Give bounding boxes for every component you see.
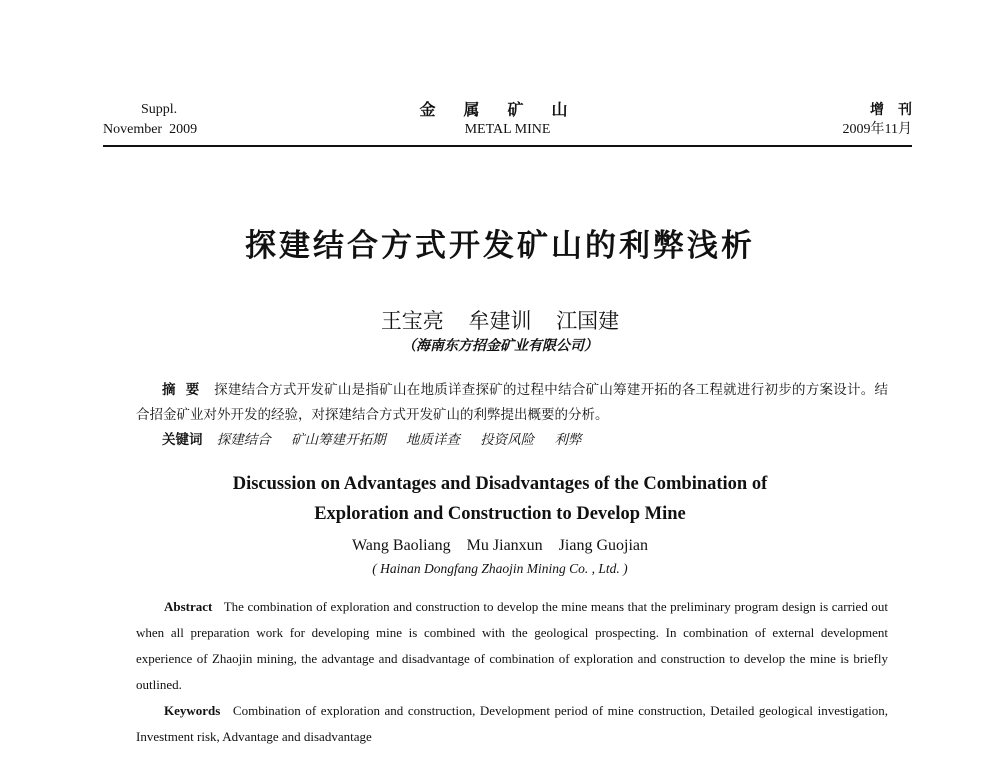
paper-title-en-line2: Exploration and Construction to Develop Mine	[314, 504, 686, 524]
keywords-en-text: Combination of exploration and construction, Development period of mine construction, Detailed geological investigation, Investment risk, Advantage and disadvantage	[136, 703, 889, 744]
header-suppl: Suppl.	[141, 102, 178, 117]
journal-name-en: METAL MINE	[464, 122, 551, 137]
paper-title-cn: 探建结合方式开发矿山的利弊浅析	[245, 228, 755, 264]
abstract-en	[136, 594, 888, 698]
abstract-cn-label: 摘要	[162, 382, 210, 398]
author-list-en	[0, 537, 1000, 555]
header-date-cn: 2009年11月	[842, 122, 912, 137]
header-right	[842, 100, 926, 140]
running-header	[103, 100, 926, 144]
author-name-en: Jiang Guojian	[558, 537, 648, 554]
keywords-cn	[162, 428, 597, 453]
author-name: 牟建训	[468, 309, 532, 333]
abstract-cn-text: 探建结合方式开发矿山是指矿山在地质详查探矿的过程中结合矿山筹建开拓的各工程就进行初步的方案设计。结合招金矿业对外开发的经验，对探建结合方式开发矿山的利弊提出概要的分析。	[136, 382, 889, 423]
header-date-en: November 2009	[103, 122, 198, 137]
author-name: 江国建	[556, 309, 620, 333]
header-center	[103, 100, 912, 140]
header-rule	[103, 145, 912, 147]
affiliation-cn: （海南东方招金矿业有限公司）	[402, 338, 598, 354]
keywords-en-label: Keywords	[164, 703, 221, 718]
author-name-en: Wang Baoliang	[351, 537, 451, 554]
author-name-en: Mu Jianxun	[466, 537, 543, 554]
abstract-en-text: The combination of exploration and construction to develop the mine means that the preliminary program design is carried out when all preparation work for developing mine is combined with the geological prospecting. In combination of external development experience of Zhaojin mining, the advantage and disadvantage of combination of exploration and construction to develop the mine is briefly outlined.	[136, 599, 889, 692]
keyword-cn: 探建结合	[216, 432, 271, 448]
abstract-en-label: Abstract	[164, 599, 213, 614]
abstract-cn	[136, 378, 888, 428]
keywords-en	[136, 698, 888, 750]
author-name: 王宝亮	[380, 309, 444, 333]
affiliation-en: ( Hainan Dongfang Zhaojin Mining Co. , Ltd. )	[372, 561, 628, 576]
paper-title-en-line1: Discussion on Advantages and Disadvantages of the Combination of	[232, 474, 768, 494]
keywords-cn-label: 关键词	[162, 432, 203, 448]
journal-name-cn: 金属矿山	[419, 100, 596, 119]
paper-title-en	[0, 469, 1000, 529]
keyword-cn: 投资风险	[480, 432, 535, 448]
header-supplement-cn: 增刊	[870, 102, 926, 118]
keyword-cn: 矿山筹建开拓期	[291, 432, 386, 448]
keyword-cn: 地质详查	[405, 432, 460, 448]
keyword-cn: 利弊	[554, 432, 582, 448]
author-list-cn	[0, 305, 1000, 335]
